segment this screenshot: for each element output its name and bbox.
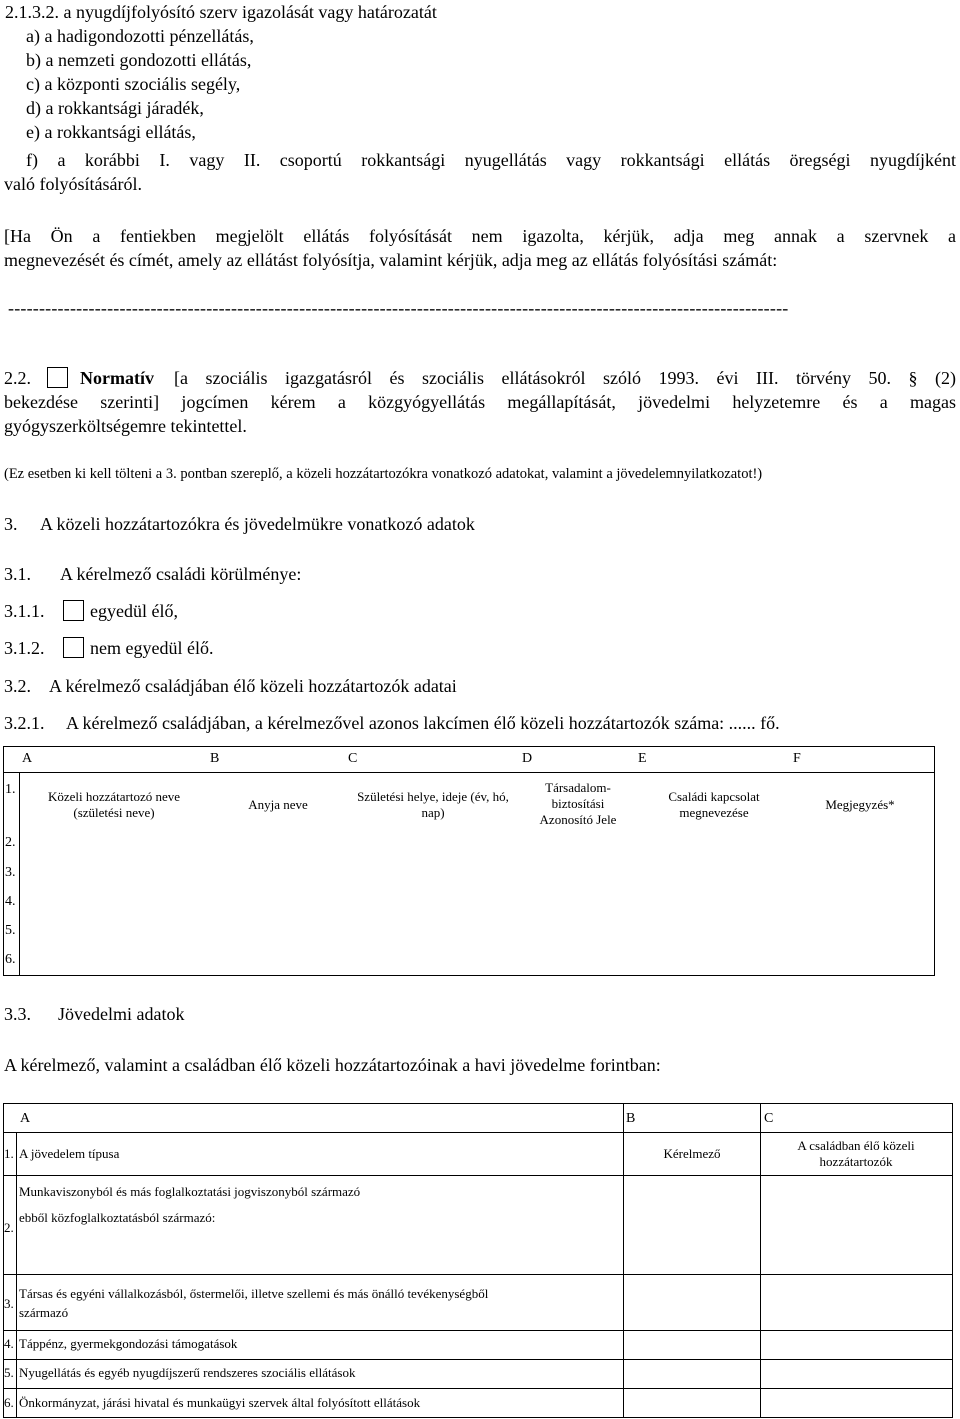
column-letter: D	[522, 751, 533, 766]
table-border	[3, 1175, 953, 1176]
row-number: 5.	[4, 1365, 14, 1380]
list-item: b) a nemzeti gondozotti ellátás,	[26, 50, 252, 70]
list-item: a) a hadigondozotti pénzellátás,	[26, 26, 254, 46]
section-3-title: A közeli hozzátartozókra és jövedelmükre vonatkozó adatok	[40, 514, 475, 534]
section-number: 3.2.	[4, 676, 31, 696]
column-header: Közeli hozzátartozó neve (születési neve)	[47, 789, 181, 820]
section-2-2-text: [a szociális igazgatásról és szociális ellátásokról szóló 1993. évi III. törvény 50. § (2)	[174, 368, 956, 388]
row-number: 1.	[5, 782, 16, 797]
table-border	[3, 746, 935, 747]
column-header: Születési helye, ideje (év, hó, nap)	[357, 789, 509, 820]
table-border	[16, 1132, 17, 1418]
row-number: 3.	[5, 865, 16, 880]
table-border	[3, 1417, 953, 1418]
column-header: A családban élő közeli hozzátartozók	[797, 1138, 915, 1169]
section-2-2-text: gyógyszerköltségemre tekintettel.	[4, 416, 247, 436]
section-number: 3.2.1.	[4, 713, 45, 733]
column-letter: F	[793, 751, 801, 766]
row-label: Önkormányzat, járási hivatal és munkaügyi szervek által folyósított ellátások	[19, 1395, 421, 1410]
row-number: 6.	[5, 952, 16, 967]
section-2-2-text: bekezdése szerinti] jogcímen kérem a közgyógyellátás megállapítását, jövedelmi helyzetemre és a magas	[4, 392, 956, 412]
row-label: A jövedelem típusa	[19, 1146, 120, 1161]
table-border	[3, 772, 935, 773]
note-bracket-line: megnevezését és címét, amely az ellátást folyósítja, valamint kérjük, adja meg az ellátás folyósítási számát:	[4, 250, 778, 270]
column-letter: A	[20, 1111, 31, 1126]
row-number: 3.	[4, 1296, 14, 1311]
row-label: Munkaviszonyból és más foglalkoztatási jogviszonyból származó	[19, 1184, 361, 1199]
row-number: 4.	[5, 894, 16, 909]
column-header: Kérelmező	[663, 1146, 721, 1161]
fill-in-dashed-line[interactable]: ------------------------------------------------------------------------------------------------------------------------------	[8, 298, 789, 318]
row-number: 5.	[5, 923, 16, 938]
section-3-3-title: Jövedelmi adatok	[58, 1004, 185, 1024]
section-2-2-note: (Ez esetben ki kell tölteni a 3. pontban szereplő, a közeli hozzátartozókra vonatkozó adatokat, valamint a jövedelemnyilatkozatot!)	[4, 466, 763, 482]
table-border	[3, 1132, 953, 1133]
section-3-2-title: A kérelmező családjában élő közeli hozzátartozók adatai	[49, 676, 457, 696]
row-number: 2.	[4, 1220, 14, 1235]
family-count-line[interactable]: A kérelmező családjában, a kérelmezővel azonos lakcímen élő közeli hozzátartozók száma: ...... fő.	[66, 713, 780, 733]
column-header: Megjegyzés*	[825, 797, 895, 812]
table-border	[3, 746, 4, 976]
section-number: 3.	[4, 514, 18, 534]
column-header: Anyja neve	[248, 797, 308, 812]
nem-egyedul-elo-label: nem egyedül élő.	[90, 638, 214, 658]
section-3-1-title: A kérelmező családi körülménye:	[60, 564, 302, 584]
row-label: Nyugellátás és egyéb nyugdíjszerű rendszeres szociális ellátások	[19, 1365, 356, 1380]
egyedul-elo-label: egyedül élő,	[90, 601, 178, 621]
note-bracket-line: [Ha Ön a fentiekben megjelölt ellátás folyósítását nem igazolta, kérjük, adja meg annak a szervnek a	[4, 226, 956, 246]
table-border	[3, 1388, 953, 1389]
income-intro: A kérelmező, valamint a családban élő közeli hozzátartozóinak a havi jövedelme forintban:	[4, 1055, 661, 1075]
row-label: Táppénz, gyermekgondozási támogatások	[19, 1336, 238, 1351]
section-number: 3.1.	[4, 564, 31, 584]
section-heading-2-1-3-2: 2.1.3.2. a nyugdíjfolyósító szerv igazolását vagy határozatát	[5, 2, 437, 22]
table-border	[19, 772, 20, 975]
column-letter: B	[626, 1111, 636, 1126]
list-item: e) a rokkantsági ellátás,	[26, 122, 196, 142]
list-item: c) a központi szociális segély,	[26, 74, 241, 94]
table-border	[934, 746, 935, 976]
column-letter: C	[348, 751, 358, 766]
list-item: d) a rokkantsági járadék,	[26, 98, 204, 118]
row-label-continuation: származó	[19, 1305, 69, 1320]
row-number: 6.	[4, 1395, 14, 1410]
row-label: Társas és egyéni vállalkozásból, őstermelői, illetve szellemi és más önálló tevékenységből	[19, 1286, 489, 1301]
table-border	[3, 1103, 953, 1104]
section-number: 2.2.	[4, 368, 31, 388]
row-number: 1.	[4, 1146, 14, 1161]
column-letter: A	[22, 751, 33, 766]
column-letter: E	[638, 751, 647, 766]
row-number: 4.	[4, 1336, 14, 1351]
section-number: 3.1.2.	[4, 638, 45, 658]
column-letter: C	[764, 1111, 774, 1126]
table-border	[952, 1103, 953, 1418]
table-border	[3, 1274, 953, 1275]
section-number: 3.3.	[4, 1004, 31, 1024]
column-letter: B	[210, 751, 220, 766]
column-header: Családi kapcsolat megnevezése	[668, 789, 760, 820]
row-sublabel: ebből közfoglalkoztatásból származó:	[19, 1210, 216, 1225]
table-border	[3, 1359, 953, 1360]
row-number: 2.	[5, 835, 16, 850]
table-border	[623, 1103, 624, 1418]
egyedul-elo-checkbox[interactable]	[63, 600, 84, 621]
list-item-f: f) a korábbi I. vagy II. csoportú rokkantsági nyugellátás vagy rokkantsági ellátás öregségi nyugdíjként	[26, 150, 956, 170]
normativ-label: Normatív	[80, 368, 154, 388]
nem-egyedul-elo-checkbox[interactable]	[63, 637, 84, 658]
section-number: 3.1.1.	[4, 601, 45, 621]
column-header: Társadalom-biztosítási Azonosító Jele	[539, 780, 617, 827]
normativ-checkbox[interactable]	[47, 367, 68, 388]
list-item-f-continuation: való folyósításáról.	[4, 174, 142, 194]
table-border	[760, 1103, 761, 1418]
table-border	[3, 1330, 953, 1331]
table-border	[3, 975, 935, 976]
